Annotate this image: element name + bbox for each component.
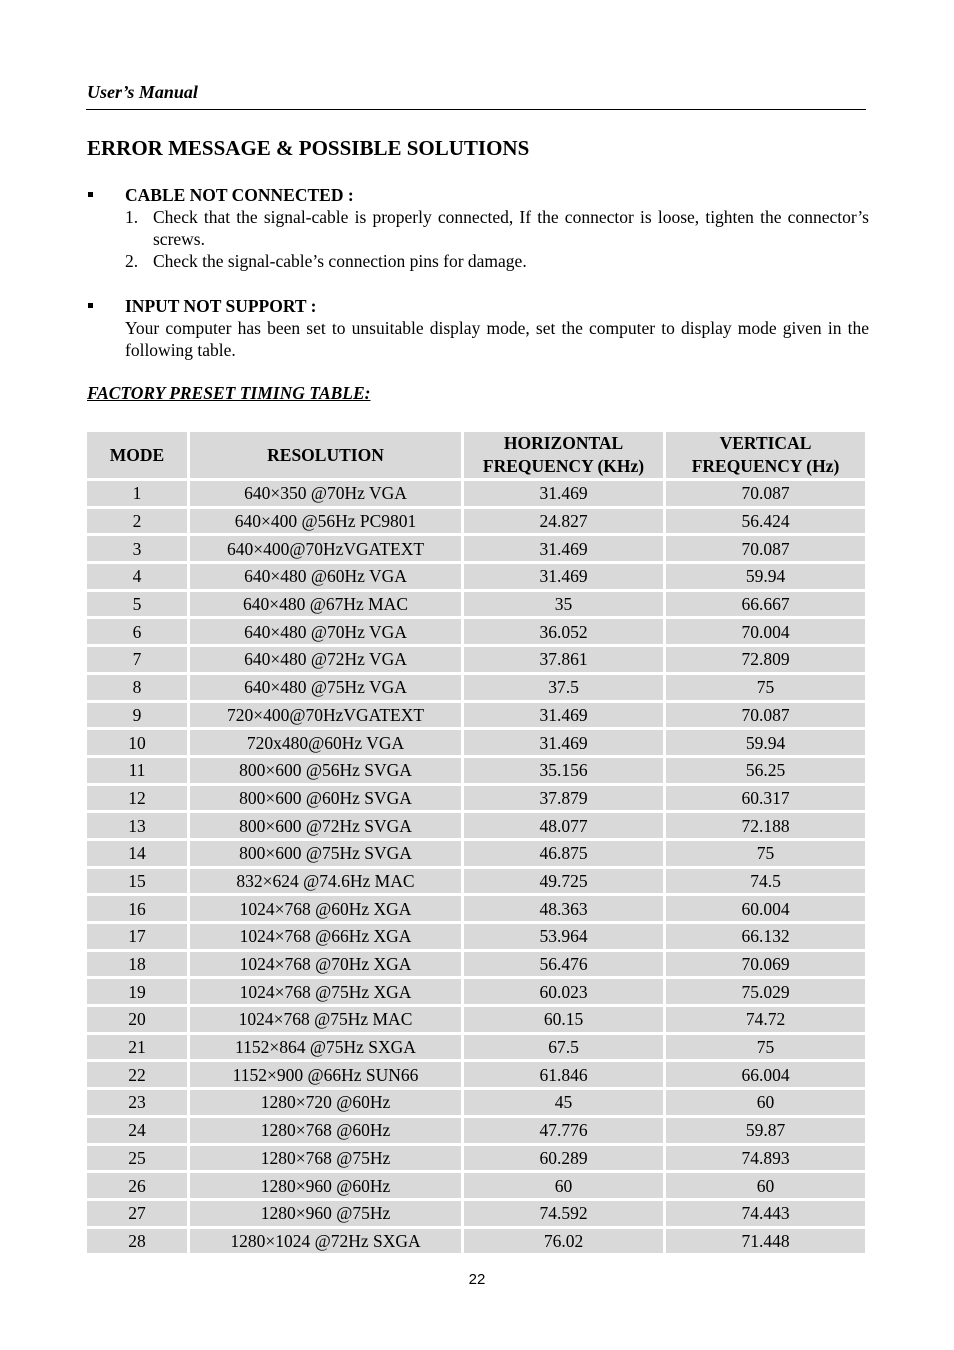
vertical-frequency-cell: 74.893 [666, 1146, 865, 1171]
horizontal-frequency-cell: 45 [464, 1090, 663, 1115]
table-row [87, 841, 865, 866]
input-section [87, 295, 869, 361]
vertical-frequency-cell: 66.004 [666, 1062, 865, 1087]
resolution-cell: 1280×960 @60Hz [190, 1173, 461, 1198]
resolution-cell: 1280×720 @60Hz [190, 1090, 461, 1115]
table-row [87, 1035, 865, 1060]
vertical-frequency-cell: 75 [666, 1035, 865, 1060]
table-row [87, 647, 865, 672]
table-row [87, 952, 865, 977]
table-row [87, 536, 865, 561]
vertical-frequency-cell: 59.87 [666, 1118, 865, 1143]
vertical-frequency-cell: 74.72 [666, 1007, 865, 1032]
mode-cell: 6 [87, 619, 187, 644]
mode-cell: 14 [87, 841, 187, 866]
table-header-row [87, 432, 865, 478]
table-row [87, 786, 865, 811]
table-row [87, 1118, 865, 1143]
mode-cell: 3 [87, 536, 187, 561]
mode-cell: 26 [87, 1173, 187, 1198]
horizontal-frequency-cell: 60 [464, 1173, 663, 1198]
table-row [87, 703, 865, 728]
vertical-frequency-cell: 71.448 [666, 1229, 865, 1254]
resolution-cell: 1280×768 @75Hz [190, 1146, 461, 1171]
header-mode: MODE [87, 432, 187, 478]
resolution-cell: 1024×768 @60Hz XGA [190, 896, 461, 921]
resolution-cell: 1280×960 @75Hz [190, 1201, 461, 1226]
resolution-cell: 640×480 @70Hz VGA [190, 619, 461, 644]
mode-cell: 20 [87, 1007, 187, 1032]
resolution-cell: 1280×1024 @72Hz SXGA [190, 1229, 461, 1254]
input-bullet [87, 295, 869, 317]
input-description: Your computer has been set to unsuitable display mode, set the computer to display mode given in the following table. [125, 318, 869, 360]
resolution-cell: 640×350 @70Hz VGA [190, 481, 461, 506]
mode-cell: 17 [87, 924, 187, 949]
vertical-frequency-cell: 75.029 [666, 979, 865, 1004]
table-row [87, 896, 865, 921]
horizontal-frequency-cell: 35.156 [464, 758, 663, 783]
vertical-frequency-cell: 74.443 [666, 1201, 865, 1226]
horizontal-frequency-cell: 56.476 [464, 952, 663, 977]
horizontal-frequency-cell: 60.15 [464, 1007, 663, 1032]
item-text: Check the signal-cable’s connection pins for damage. [153, 251, 527, 271]
mode-cell: 19 [87, 979, 187, 1004]
vertical-frequency-cell: 72.188 [666, 813, 865, 838]
mode-cell: 18 [87, 952, 187, 977]
item-number: 2. [125, 251, 139, 271]
table-row [87, 481, 865, 506]
table-row [87, 1062, 865, 1087]
mode-cell: 7 [87, 647, 187, 672]
page-number: 22 [468, 1271, 486, 1288]
mode-cell: 16 [87, 896, 187, 921]
resolution-cell: 1152×864 @75Hz SXGA [190, 1035, 461, 1060]
horizontal-frequency-cell: 60.023 [464, 979, 663, 1004]
item-text: Check that the signal-cable is properly connected, If the connector is loose, tighten the connector’s screws. [153, 207, 869, 249]
horizontal-frequency-cell: 31.469 [464, 730, 663, 755]
horizontal-frequency-cell: 74.592 [464, 1201, 663, 1226]
resolution-cell: 1024×768 @75Hz MAC [190, 1007, 461, 1032]
resolution-cell: 800×600 @72Hz SVGA [190, 813, 461, 838]
mode-cell: 5 [87, 592, 187, 617]
mode-cell: 22 [87, 1062, 187, 1087]
table-row [87, 1146, 865, 1171]
mode-cell: 9 [87, 703, 187, 728]
horizontal-frequency-cell: 61.846 [464, 1062, 663, 1087]
vertical-frequency-cell: 60.004 [666, 896, 865, 921]
mode-cell: 25 [87, 1146, 187, 1171]
resolution-cell: 640×480 @67Hz MAC [190, 592, 461, 617]
mode-cell: 21 [87, 1035, 187, 1060]
cable-item [87, 206, 869, 250]
table-row [87, 564, 865, 589]
table-row [87, 813, 865, 838]
vertical-frequency-cell: 74.5 [666, 869, 865, 894]
table-row [87, 619, 865, 644]
table-row [87, 509, 865, 534]
table-row [87, 758, 865, 783]
vertical-frequency-cell: 70.087 [666, 481, 865, 506]
resolution-cell: 1024×768 @70Hz XGA [190, 952, 461, 977]
horizontal-frequency-cell: 76.02 [464, 1229, 663, 1254]
vertical-frequency-cell: 56.424 [666, 509, 865, 534]
mode-cell: 27 [87, 1201, 187, 1226]
vertical-frequency-cell: 59.94 [666, 730, 865, 755]
mode-cell: 8 [87, 675, 187, 700]
resolution-cell: 1280×768 @60Hz [190, 1118, 461, 1143]
vertical-frequency-cell: 56.25 [666, 758, 865, 783]
horizontal-frequency-cell: 31.469 [464, 703, 663, 728]
resolution-cell: 640×400 @56Hz PC9801 [190, 509, 461, 534]
resolution-cell: 800×600 @60Hz SVGA [190, 786, 461, 811]
mode-cell: 24 [87, 1118, 187, 1143]
table-row [87, 730, 865, 755]
table-row [87, 924, 865, 949]
table-row [87, 1007, 865, 1032]
horizontal-frequency-cell: 31.469 [464, 536, 663, 561]
header-resolution: RESOLUTION [190, 432, 461, 478]
horizontal-frequency-cell: 37.5 [464, 675, 663, 700]
table-row [87, 869, 865, 894]
horizontal-frequency-cell: 37.861 [464, 647, 663, 672]
resolution-cell: 640×480 @75Hz VGA [190, 675, 461, 700]
cable-item [87, 250, 869, 272]
horizontal-frequency-cell: 49.725 [464, 869, 663, 894]
vertical-frequency-cell: 72.809 [666, 647, 865, 672]
mode-cell: 15 [87, 869, 187, 894]
vertical-frequency-cell: 59.94 [666, 564, 865, 589]
header-divider [86, 109, 866, 110]
mode-cell: 13 [87, 813, 187, 838]
vertical-frequency-cell: 60 [666, 1090, 865, 1115]
resolution-cell: 1152×900 @66Hz SUN66 [190, 1062, 461, 1087]
horizontal-frequency-cell: 31.469 [464, 481, 663, 506]
resolution-cell: 720x480@60Hz VGA [190, 730, 461, 755]
resolution-cell: 800×600 @75Hz SVGA [190, 841, 461, 866]
mode-cell: 23 [87, 1090, 187, 1115]
cable-bullet [87, 184, 869, 206]
input-title: INPUT NOT SUPPORT : [125, 296, 317, 316]
resolution-cell: 640×480 @72Hz VGA [190, 647, 461, 672]
horizontal-frequency-cell: 47.776 [464, 1118, 663, 1143]
vertical-frequency-cell: 70.087 [666, 703, 865, 728]
horizontal-frequency-cell: 67.5 [464, 1035, 663, 1060]
vertical-frequency-cell: 70.069 [666, 952, 865, 977]
square-bullet-icon [88, 303, 93, 308]
table-row [87, 1173, 865, 1198]
horizontal-frequency-cell: 48.363 [464, 896, 663, 921]
vertical-frequency-cell: 70.087 [666, 536, 865, 561]
section-title: ERROR MESSAGE & POSSIBLE SOLUTIONS [87, 136, 530, 160]
mode-cell: 11 [87, 758, 187, 783]
horizontal-frequency-cell: 46.875 [464, 841, 663, 866]
vertical-frequency-cell: 75 [666, 675, 865, 700]
vertical-frequency-cell: 75 [666, 841, 865, 866]
item-number: 1. [125, 207, 139, 227]
header-title: User’s Manual [87, 82, 198, 102]
table-body [87, 481, 865, 1253]
header-horizontal-frequency: HORIZONTAL FREQUENCY (KHz) [464, 432, 663, 478]
vertical-frequency-cell: 66.667 [666, 592, 865, 617]
table-row [87, 1229, 865, 1254]
mode-cell: 1 [87, 481, 187, 506]
header-vertical-frequency: VERTICAL FREQUENCY (Hz) [666, 432, 865, 478]
horizontal-frequency-cell: 31.469 [464, 564, 663, 589]
horizontal-frequency-cell: 36.052 [464, 619, 663, 644]
mode-cell: 28 [87, 1229, 187, 1254]
timing-table [84, 429, 868, 1256]
resolution-cell: 720×400@70HzVGATEXT [190, 703, 461, 728]
mode-cell: 4 [87, 564, 187, 589]
table-row [87, 675, 865, 700]
horizontal-frequency-cell: 53.964 [464, 924, 663, 949]
mode-cell: 10 [87, 730, 187, 755]
horizontal-frequency-cell: 24.827 [464, 509, 663, 534]
table-row [87, 979, 865, 1004]
resolution-cell: 1024×768 @75Hz XGA [190, 979, 461, 1004]
table-title: FACTORY PRESET TIMING TABLE: [87, 383, 371, 403]
mode-cell: 2 [87, 509, 187, 534]
horizontal-frequency-cell: 35 [464, 592, 663, 617]
vertical-frequency-cell: 70.004 [666, 619, 865, 644]
cable-section [87, 184, 869, 272]
vertical-frequency-cell: 60 [666, 1173, 865, 1198]
resolution-cell: 832×624 @74.6Hz MAC [190, 869, 461, 894]
mode-cell: 12 [87, 786, 187, 811]
vertical-frequency-cell: 66.132 [666, 924, 865, 949]
square-bullet-icon [88, 192, 93, 197]
table-row [87, 592, 865, 617]
resolution-cell: 800×600 @56Hz SVGA [190, 758, 461, 783]
vertical-frequency-cell: 60.317 [666, 786, 865, 811]
cable-title: CABLE NOT CONNECTED : [125, 185, 354, 205]
table-row [87, 1090, 865, 1115]
resolution-cell: 640×400@70HzVGATEXT [190, 536, 461, 561]
resolution-cell: 640×480 @60Hz VGA [190, 564, 461, 589]
resolution-cell: 1024×768 @66Hz XGA [190, 924, 461, 949]
table-row [87, 1201, 865, 1226]
horizontal-frequency-cell: 48.077 [464, 813, 663, 838]
horizontal-frequency-cell: 37.879 [464, 786, 663, 811]
horizontal-frequency-cell: 60.289 [464, 1146, 663, 1171]
